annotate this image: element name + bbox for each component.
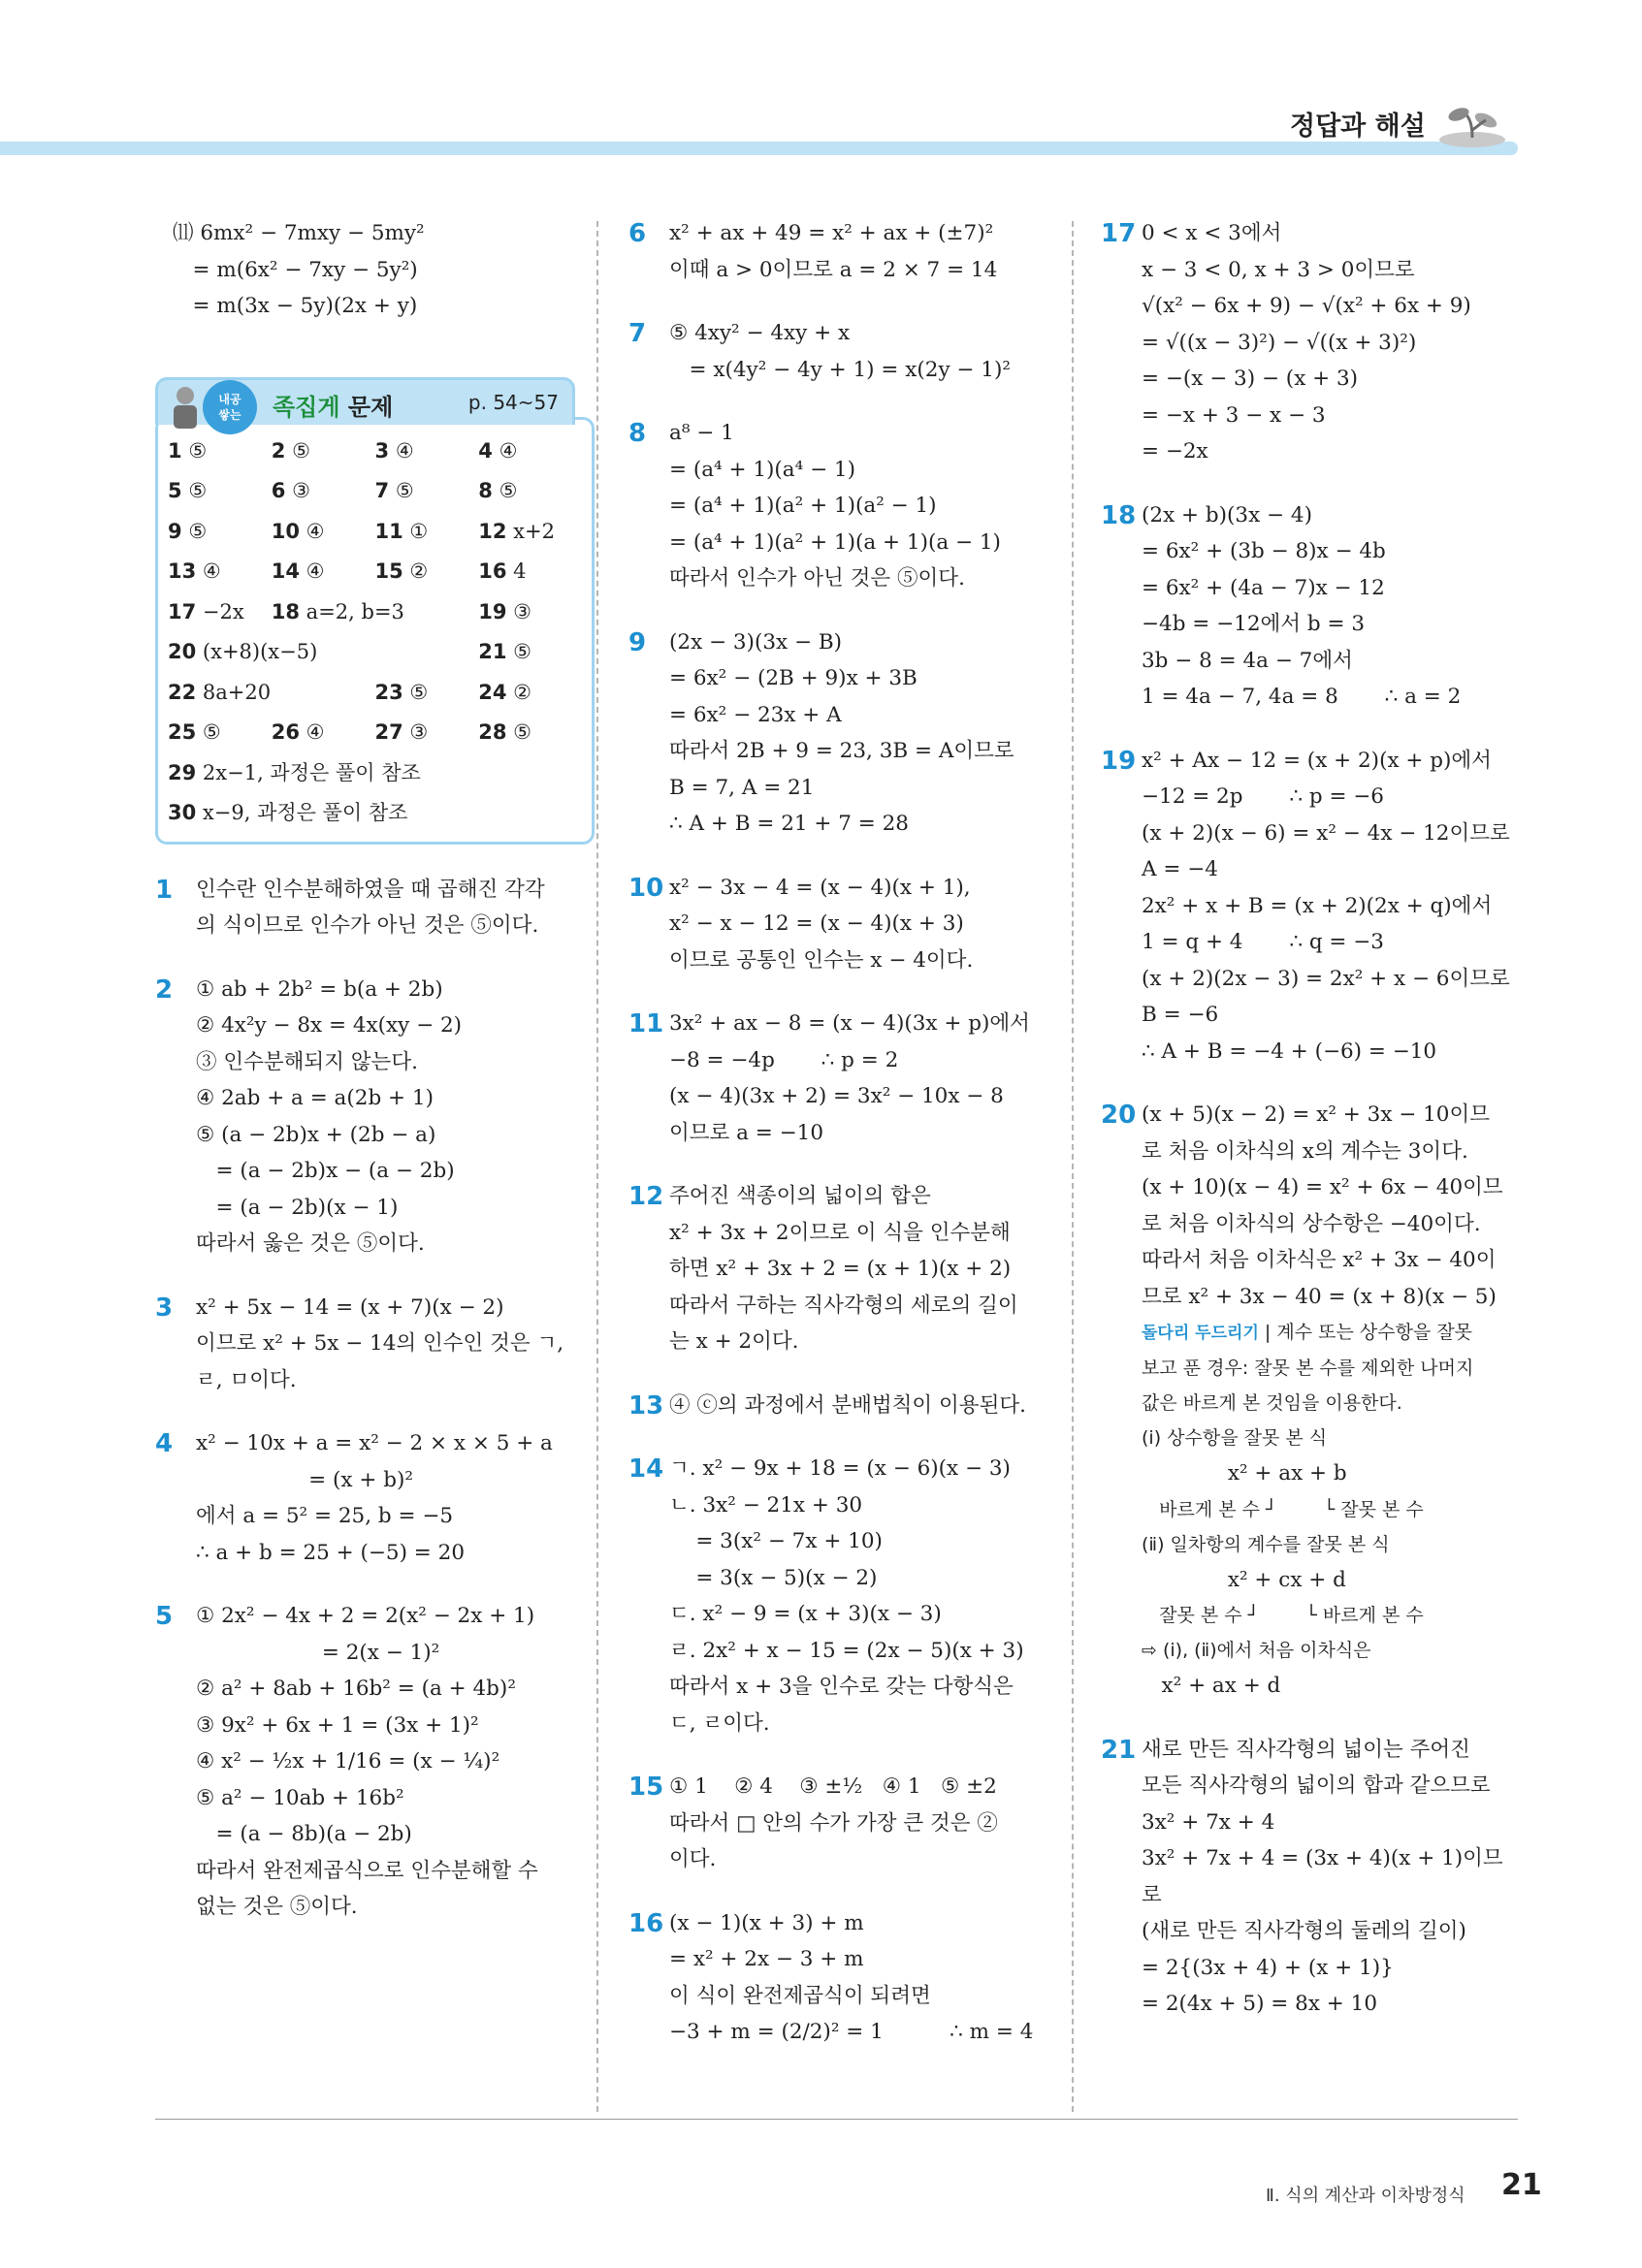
text-line: ㄱ. x² − 9x + 18 = (x − 6)(x − 3) <box>669 1456 1011 1481</box>
answer-key-box <box>155 390 595 845</box>
text-line: (2x + b)(3x − 4) <box>1142 502 1312 527</box>
text-line: ㄹ, ㅁ이다. <box>196 1367 297 1392</box>
text-line: ① 2x² − 4x + 2 = 2(x² − 2x + 1) <box>196 1604 535 1628</box>
answer-number: 11 <box>374 519 403 543</box>
case-line: (ⅰ) 상수항을 잘못 본 식 <box>1142 1427 1328 1449</box>
text-line: x² + ax + 49 = x² + ax + (±7)² <box>669 221 994 245</box>
problem-number: 2 <box>155 974 174 1005</box>
answer-value: ③ <box>513 599 531 623</box>
answer-value: ⑤ <box>292 438 310 463</box>
case-line: 잘못 본 수 ┘ └ 바르게 본 수 <box>1142 1605 1424 1626</box>
text-line: 로 처음 이차식의 x의 계수는 3이다. <box>1142 1138 1468 1164</box>
text-line: ④ x² − ½x + 1/16 = (x − ¼)² <box>196 1749 500 1773</box>
answer-item <box>375 471 479 512</box>
answer-value: ⑤ <box>499 479 518 502</box>
text-line: = x² + 2x − 3 + m <box>669 1947 864 1971</box>
answer-number: 15 <box>374 559 403 583</box>
text-line: (x + 10)(x − 4) = x² + 6x − 40이므 <box>1142 1175 1503 1199</box>
text-line: 인수란 인수분해하였을 때 곱해진 각각 <box>196 877 545 902</box>
answer-number: 21 <box>478 640 507 663</box>
text-line: = (a − 8b)(a − 2b) <box>196 1822 412 1846</box>
tip-line: 보고 푼 경우: 잘못 본 수를 제외한 나머지 <box>1142 1358 1474 1379</box>
badge: 내공 쌓는 <box>203 380 257 434</box>
problem-number: 16 <box>628 1908 664 1938</box>
answer-number: 4 <box>478 438 493 463</box>
text-line: x² + 5x − 14 = (x + 7)(x − 2) <box>196 1294 504 1320</box>
text-line: 모든 직사각형의 넓이의 합과 같으므로 <box>1142 1773 1491 1798</box>
text-line: 따라서 처음 이차식은 x² + 3x − 40이 <box>1142 1248 1497 1272</box>
text-line: x − 3 < 0, x + 3 > 0이므로 <box>1142 257 1415 282</box>
text-line: x² − 10x + a = x² − 2 × x × 5 + a <box>196 1431 553 1455</box>
text-line: ③ 인수분해되지 않는다. <box>196 1049 418 1074</box>
text-line: 로 <box>1142 1882 1162 1907</box>
answer-item <box>478 512 582 553</box>
text-line: 따라서 인수가 아닌 것은 ⑤이다. <box>669 566 965 591</box>
text-line: 따라서 x + 3을 인수로 갖는 다항식은 <box>669 1675 1014 1699</box>
text-line: ⑤ (a − 2b)x + (2b − a) <box>196 1122 436 1147</box>
text-line: A = −4 <box>1142 857 1218 881</box>
answer-number: 7 <box>374 479 390 502</box>
problem-11 <box>628 1006 1046 1151</box>
text-line: = 6x² − 23x + A <box>669 702 842 727</box>
answer-item <box>478 552 582 592</box>
text-line: ㄷ. x² − 9 = (x + 3)(x − 3) <box>669 1602 942 1626</box>
column-divider <box>1072 221 1074 2112</box>
column-1 <box>155 215 582 1953</box>
problem-number: 15 <box>628 1773 664 1802</box>
text-line: = 2(4x + 5) = 8x + 10 <box>1142 1992 1377 2016</box>
answer-item <box>478 673 582 714</box>
answer-item <box>168 793 582 834</box>
answer-key-header <box>155 377 575 425</box>
answer-value: ⑤ <box>188 438 208 463</box>
text-line: ② a² + 8ab + 16b² = (a + 4b)² <box>196 1677 516 1701</box>
answer-item <box>375 512 479 553</box>
text-line: −12 = 2p ∴ p = −6 <box>1142 784 1384 809</box>
problem-number: 13 <box>628 1390 664 1421</box>
problem-number: 6 <box>628 219 647 248</box>
answer-number: 28 <box>478 720 507 744</box>
text-line: 1 = q + 4 ∴ q = −3 <box>1142 930 1384 954</box>
text-line: B = 7, A = 21 <box>669 775 815 800</box>
text-line: ㄴ. 3x² − 21x + 30 <box>669 1492 863 1517</box>
text-line: = −2x <box>1142 439 1208 463</box>
column-2 <box>628 215 1046 2078</box>
answer-value: ① <box>409 519 429 543</box>
answer-item <box>272 431 375 472</box>
text-line: x² − 3x − 4 = (x − 4)(x + 1), <box>669 875 971 900</box>
problem-number: 7 <box>628 319 647 348</box>
text-line: x² − x − 12 = (x − 4)(x + 3) <box>669 911 964 936</box>
case-line: 바르게 본 수 ┘ └ 잘못 본 수 <box>1142 1498 1424 1520</box>
problem-number: 18 <box>1101 500 1137 530</box>
problem-17 <box>1101 215 1518 470</box>
text-line: 므로 x² + 3x − 40 = (x + 8)(x − 5) <box>1142 1284 1497 1309</box>
answer-item <box>478 632 582 673</box>
footer-section: Ⅱ. 식의 계산과 이차방정식 <box>1266 2186 1465 2206</box>
text-line: 따라서 □ 안의 수가 가장 큰 것은 ② <box>669 1810 998 1836</box>
text-line: = 3(x − 5)(x − 2) <box>669 1565 878 1590</box>
answer-number: 10 <box>271 519 300 543</box>
text-line: ⑤ 4xy² − 4xy + x <box>669 321 851 345</box>
text-line: ③ 9x² + 6x + 1 = (3x + 1)² <box>196 1712 479 1738</box>
text-line: 이므로 a = −10 <box>669 1120 824 1145</box>
answer-value: 2x−1, 과정은 풀이 참조 <box>202 760 421 784</box>
answer-number: 6 <box>271 479 286 502</box>
answer-value: x+2 <box>513 519 555 543</box>
problem-7 <box>628 315 1046 388</box>
tip-label: 돌다리 두드리기 <box>1142 1324 1259 1343</box>
problem-12 <box>628 1178 1046 1360</box>
text-line: 이 식이 완전제곱식이 되려면 <box>669 1983 931 2008</box>
answer-item <box>272 713 375 753</box>
text-line: ㄹ. 2x² + x − 15 = (2x − 5)(x + 3) <box>669 1638 1024 1663</box>
text-line: (x + 5)(x − 2) = x² + 3x − 10이므 <box>1142 1102 1491 1127</box>
column-divider <box>596 221 598 2112</box>
answer-value: ⑤ <box>188 479 208 502</box>
answer-item <box>168 632 375 673</box>
text-line: ② 4x²y − 8x = 4x(xy − 2) <box>196 1013 463 1038</box>
problem-number: 12 <box>628 1182 664 1211</box>
problem-number: 4 <box>155 1429 174 1458</box>
text-line: 따라서 완전제곱식으로 인수분해할 수 <box>196 1858 538 1883</box>
text-line: 새로 만든 직사각형의 넓이는 주어진 <box>1142 1737 1470 1762</box>
case-expression: x² + ax + d <box>1142 1674 1281 1698</box>
answer-value: −2x <box>202 599 244 623</box>
text-line: 로 처음 이차식의 상수항은 −40이다. <box>1142 1211 1481 1236</box>
answer-number: 20 <box>168 640 197 663</box>
problem-number: 21 <box>1101 1735 1137 1765</box>
text-line: ① 1 ② 4 ③ ±½ ④ 1 ⑤ ±2 <box>669 1774 997 1799</box>
answer-item <box>375 552 479 592</box>
answer-value: ③ <box>292 479 310 502</box>
text-line: (2x − 3)(3x − B) <box>669 629 843 655</box>
answer-item <box>272 592 479 633</box>
problem-16 <box>628 1905 1046 2051</box>
header-bar <box>0 142 1518 155</box>
text-line: = m(3x − 5y)(2x + y) <box>173 294 418 318</box>
answer-value: ③ <box>409 720 429 744</box>
text-line: ④ ⓒ의 과정에서 분배법칙이 이용된다. <box>669 1392 1026 1418</box>
answer-number: 27 <box>374 720 403 744</box>
text-line: 이므로 x² + 5x − 14의 인수인 것은 ㄱ, <box>196 1331 564 1356</box>
answer-value: 8a+20 <box>202 680 272 704</box>
text-line: 에서 a = 5² = 25, b = −5 <box>196 1504 454 1528</box>
problem-number: 20 <box>1101 1101 1137 1130</box>
answer-value: ④ <box>306 519 325 543</box>
answer-number: 1 <box>168 438 182 463</box>
column-3 <box>1101 215 1518 2050</box>
text-line: ㄷ, ㄹ이다. <box>669 1710 770 1736</box>
answer-value: ④ <box>306 720 325 744</box>
problem-10 <box>628 870 1046 979</box>
text-line: = x(4y² − 4y + 1) = x(2y − 1)² <box>669 357 1011 382</box>
answer-number: 19 <box>478 599 507 623</box>
text-line: −3 + m = (2/2)² = 1 ∴ m = 4 <box>669 2020 1034 2044</box>
text-line: 3x² + 7x + 4 <box>1142 1809 1275 1835</box>
text-line: −8 = −4p ∴ p = 2 <box>669 1047 899 1072</box>
answer-value: x−9, 과정은 풀이 참조 <box>202 801 408 824</box>
answer-number: 25 <box>168 720 197 744</box>
text-line: 이때 a > 0이므로 a = 2 × 7 = 14 <box>669 257 998 282</box>
student-icon <box>168 384 203 432</box>
problem-11-continued <box>155 215 582 325</box>
problem-number: 10 <box>628 873 664 903</box>
text-line: 주어진 색종이의 넓이의 합은 <box>669 1184 931 1208</box>
text-line: x² + 3x + 2이므로 이 식을 인수분해 <box>669 1220 1011 1245</box>
answer-value: ④ <box>202 559 221 583</box>
footer-rule <box>155 2119 1518 2120</box>
problem-number: 17 <box>1101 219 1137 248</box>
answer-value: ④ <box>306 559 325 583</box>
answer-item <box>168 471 272 512</box>
problem-6 <box>628 215 1046 288</box>
text-line: (x − 4)(3x + 2) = 3x² − 10x − 8 <box>669 1084 1004 1108</box>
answer-number: 18 <box>271 599 300 623</box>
answer-value: 4 <box>513 559 527 583</box>
text-line: 는 x + 2이다. <box>669 1329 799 1354</box>
text-line: = (a − 2b)x − (a − 2b) <box>196 1159 455 1183</box>
case-line: ⇨ (ⅰ), (ⅱ)에서 처음 이차식은 <box>1142 1640 1371 1661</box>
problem-21 <box>1101 1732 1518 2023</box>
text-line: ④ 2ab + a = a(2b + 1) <box>196 1086 434 1110</box>
answer-item <box>272 552 375 592</box>
case-expression: x² + cx + d <box>1142 1567 1346 1592</box>
answer-number: 23 <box>374 680 403 704</box>
text-line: 하면 x² + 3x + 2 = (x + 1)(x + 2) <box>669 1257 1012 1281</box>
text-line: (새로 만든 직사각형의 둘레의 길이) <box>1142 1919 1466 1943</box>
problem-14 <box>628 1451 1046 1741</box>
text-line: = 6x² + (3b − 8)x − 4b <box>1142 539 1386 563</box>
text-line: = 6x² − (2B + 9)x + 3B <box>669 666 918 690</box>
problem-number: 9 <box>628 627 647 657</box>
text-line: = (a⁴ + 1)(a² + 1)(a + 1)(a − 1) <box>669 529 1001 555</box>
text-line: 따라서 옳은 것은 ⑤이다. <box>196 1231 425 1256</box>
answer-value: ⑤ <box>395 479 414 502</box>
text-line: 따라서 2B + 9 = 23, 3B = A이므로 <box>669 739 1014 763</box>
text-line: 의 식이므로 인수가 아닌 것은 ⑤이다. <box>196 913 539 938</box>
text-line: = √((x − 3)²) − √((x + 3)²) <box>1142 330 1417 355</box>
answer-number: 8 <box>478 479 493 502</box>
text-line: = m(6x² − 7xy − 5y²) <box>173 257 418 282</box>
text-line: ∴ A + B = −4 + (−6) = −10 <box>1142 1038 1437 1064</box>
problem-20 <box>1101 1097 1518 1705</box>
text-line: (x − 1)(x + 3) + m <box>669 1910 864 1935</box>
answer-item <box>168 753 582 794</box>
problem-19 <box>1101 743 1518 1070</box>
problem-number: 19 <box>1101 746 1137 776</box>
answer-value: ④ <box>499 438 518 463</box>
text-line: √(x² − 6x + 9) − √(x² + 6x + 9) <box>1142 294 1471 318</box>
case-expression: x² + ax + b <box>1142 1461 1347 1485</box>
problem-4 <box>155 1425 582 1571</box>
text-line: 2x² + x + B = (x + 2)(2x + q)에서 <box>1142 893 1493 918</box>
answer-item <box>168 713 272 753</box>
text-line: = (a − 2b)(x − 1) <box>196 1195 399 1220</box>
answer-value: ④ <box>395 438 414 463</box>
answer-item <box>478 471 582 512</box>
problem-number: 8 <box>628 419 647 448</box>
problem-1 <box>155 872 582 944</box>
text-line: = 2(x − 1)² <box>196 1640 440 1665</box>
text-line: = 2{(3x + 4) + (x + 1)} <box>1142 1955 1394 1980</box>
problem-5 <box>155 1598 582 1926</box>
problem-number: 1 <box>155 875 174 905</box>
answer-value: ② <box>409 559 429 583</box>
text-line: ∴ A + B = 21 + 7 = 28 <box>669 812 909 836</box>
text-line: = 3(x² − 7x + 10) <box>669 1529 883 1553</box>
case-line: (ⅱ) 일차항의 계수를 잘못 본 식 <box>1142 1533 1390 1555</box>
tip-line: 값은 바르게 본 것임을 이용한다. <box>1142 1392 1402 1414</box>
answer-number: 5 <box>168 479 182 502</box>
text-line: ∴ a + b = 25 + (−5) = 20 <box>196 1540 466 1565</box>
problem-number: 11 <box>628 1009 664 1038</box>
text-line: B = −6 <box>1142 1003 1219 1027</box>
title-rest: 문제 <box>339 393 394 421</box>
text-line: = (x + b)² <box>196 1467 413 1492</box>
answer-item <box>375 713 479 753</box>
answer-key-title <box>273 388 393 422</box>
text-line: = −(x − 3) − (x + 3) <box>1142 367 1359 391</box>
text-line: 3x² + ax − 8 = (x − 4)(3x + p)에서 <box>669 1011 1030 1036</box>
answer-value: ⑤ <box>188 519 208 543</box>
problem-2 <box>155 972 582 1262</box>
text-line: −4b = −12에서 b = 3 <box>1142 612 1366 636</box>
answer-value: ② <box>513 680 531 704</box>
text-line: = (a⁴ + 1)(a⁴ − 1) <box>669 457 855 482</box>
text-line: ⑾ 6mx² − 7mxy − 5my² <box>173 221 425 245</box>
answer-number: 2 <box>271 438 286 463</box>
text-line: 따라서 구하는 직사각형의 세로의 길이 <box>669 1293 1018 1318</box>
problem-8 <box>628 415 1046 597</box>
text-line: = (a⁴ + 1)(a² + 1)(a² − 1) <box>669 494 937 518</box>
answer-item <box>168 431 272 472</box>
text-line: 1 = 4a − 7, 4a = 8 ∴ a = 2 <box>1142 685 1462 709</box>
problem-number: 14 <box>628 1454 664 1484</box>
answer-value: ⑤ <box>409 680 429 704</box>
text-line: (x + 2)(2x − 3) = 2x² + x − 6이므로 <box>1142 966 1510 991</box>
text-line: 이므로 공통인 인수는 x − 4이다. <box>669 947 974 973</box>
answer-number: 24 <box>478 680 507 704</box>
answer-number: 29 <box>168 760 197 784</box>
tip-text: | 계수 또는 상수항을 잘못 <box>1264 1322 1473 1343</box>
answer-item <box>478 431 582 472</box>
answer-number: 3 <box>374 438 390 463</box>
answer-number: 26 <box>271 720 300 744</box>
problem-3 <box>155 1290 582 1399</box>
problem-13 <box>628 1388 1046 1424</box>
answer-value: ⑤ <box>513 640 531 663</box>
problem-15 <box>628 1769 1046 1878</box>
answer-number: 22 <box>168 680 197 704</box>
page-number: 21 <box>1501 2168 1542 2202</box>
page-range: p. 54~57 <box>467 390 559 414</box>
answer-item <box>375 431 479 472</box>
problem-number: 3 <box>155 1293 174 1323</box>
answer-item <box>478 592 582 633</box>
answer-item <box>478 713 582 753</box>
answer-value: ⑤ <box>513 720 531 744</box>
answer-number: 14 <box>271 559 300 583</box>
text-line: 이다. <box>669 1847 717 1871</box>
answer-number: 16 <box>478 559 507 583</box>
tip-line <box>1142 1315 1518 1351</box>
answer-value: ⑤ <box>202 720 221 744</box>
answer-number: 12 <box>478 519 507 543</box>
answer-item <box>272 471 375 512</box>
text-line: ⑤ a² − 10ab + 16b² <box>196 1785 404 1810</box>
text-line: x² + Ax − 12 = (x + 2)(x + p)에서 <box>1142 748 1492 773</box>
text-line: ① ab + 2b² = b(a + 2b) <box>196 976 443 1002</box>
answer-number: 30 <box>168 801 197 824</box>
answer-item <box>375 673 479 714</box>
problem-number: 5 <box>155 1602 174 1631</box>
sprout-icon <box>1433 101 1511 147</box>
answer-item <box>168 512 272 553</box>
text-line: = −x + 3 − x − 3 <box>1142 402 1326 428</box>
answer-item <box>272 512 375 553</box>
answer-number: 9 <box>168 519 182 543</box>
answer-value: (x+8)(x−5) <box>202 640 318 663</box>
text-line: 0 < x < 3에서 <box>1142 221 1282 245</box>
problem-9 <box>628 624 1046 843</box>
answer-value: a=2, b=3 <box>306 599 404 623</box>
text-line: = 6x² + (4a − 7)x − 12 <box>1142 575 1385 600</box>
text-line: 없는 것은 ⑤이다. <box>196 1895 358 1919</box>
text-line: a⁸ − 1 <box>669 421 734 445</box>
answer-item <box>168 552 272 592</box>
answer-number: 17 <box>168 599 197 623</box>
answer-item <box>168 673 272 714</box>
text-line: 3x² + 7x + 4 = (3x + 4)(x + 1)이므 <box>1142 1846 1503 1870</box>
title-highlight: 족집게 <box>273 393 340 421</box>
text-line: 3b − 8 = 4a − 7에서 <box>1142 648 1353 673</box>
answer-grid <box>168 431 582 834</box>
text-line: (x + 2)(x − 6) = x² − 4x − 12이므로 <box>1142 820 1510 846</box>
answer-number: 13 <box>168 559 197 583</box>
problem-18 <box>1101 497 1518 716</box>
page-header-title: 정답과 해설 <box>1290 112 1426 142</box>
answer-item <box>168 592 272 633</box>
